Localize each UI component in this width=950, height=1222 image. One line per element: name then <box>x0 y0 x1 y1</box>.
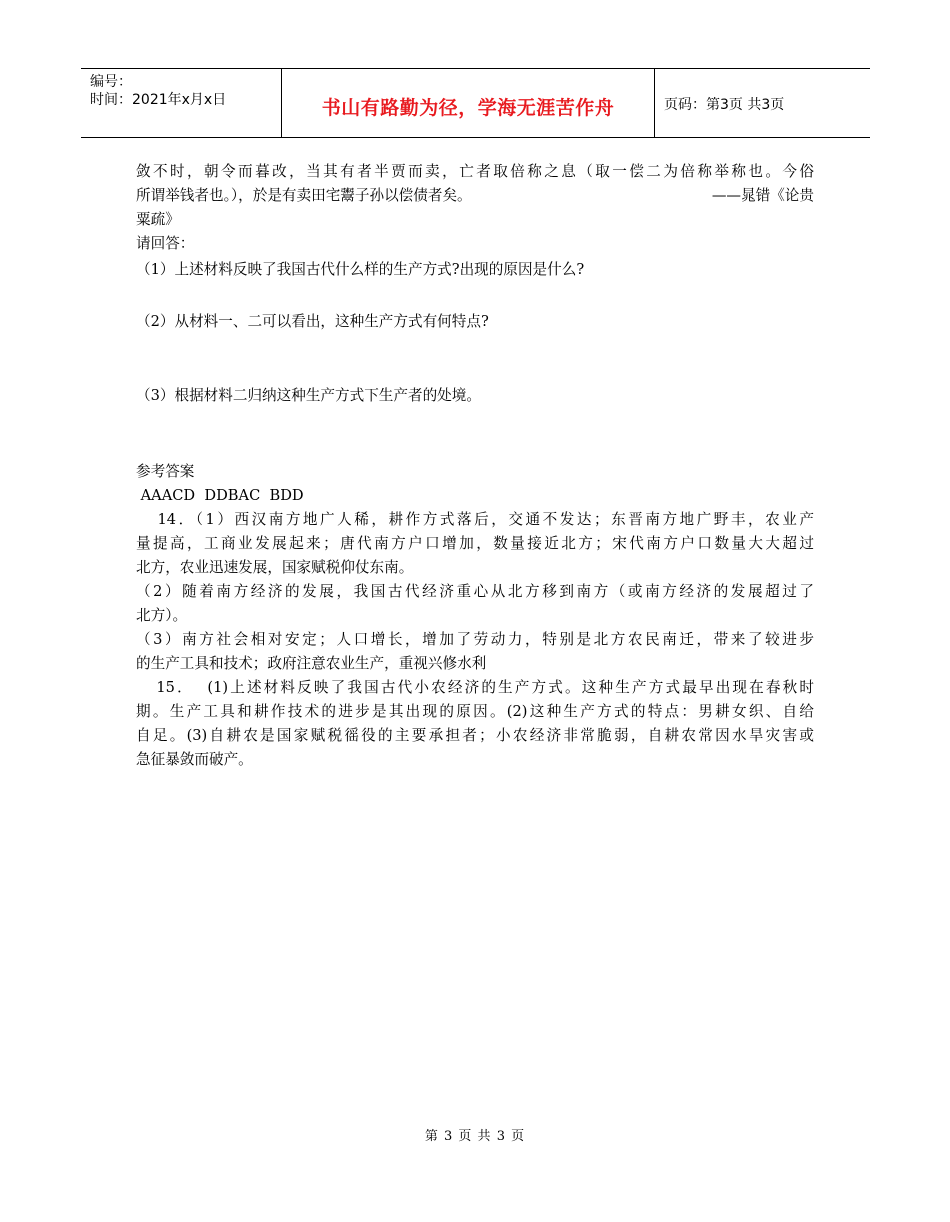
text-line: 敛不时，朝令而暮改，当其有者半贾而卖，亡者取倍称之息（取一偿二为倍称举称也。今俗 <box>136 163 814 180</box>
text-line: 的生产工具和技术；政府注意农业生产，重视兴修水利 <box>136 655 487 672</box>
text-line: 自足。(3)自耕农是国家赋税徭役的主要承担者；小农经济非常脆弱，自耕农常因水旱灾害或 <box>136 727 814 744</box>
text-line: 请回答： <box>136 235 195 252</box>
page-info: 页码：第3页 共3页 <box>664 97 785 113</box>
text-line: 北方）。 <box>136 607 188 624</box>
header-table <box>81 68 870 138</box>
question-2: （2）从材料一、二可以看出，这种生产方式有何特点? <box>136 313 489 330</box>
page-footer: 第 3 页 共 3 页 <box>424 1129 526 1144</box>
text-line: 北方，农业迅速发展，国家赋税仰仗东南。 <box>136 559 414 576</box>
question-3: （3）根据材料二归纳这种生产方式下生产者的处境。 <box>136 387 481 404</box>
text-line: 急征暴敛而破产。 <box>136 751 253 768</box>
text-line: （2）随着南方经济的发展，我国古代经济重心从北方移到南方（或南方经济的发展超过了 <box>136 583 814 600</box>
question-1: （1）上述材料反映了我国古代什么样的生产方式?出现的原因是什么? <box>136 261 585 278</box>
header-meta-cell <box>81 69 282 137</box>
motto: 书山有路勤为径，学海无涯苦作舟 <box>321 97 615 119</box>
number-label: 编号： <box>90 74 132 90</box>
header-motto-cell <box>282 69 655 137</box>
time-label: 时间：2021年x月x日 <box>90 92 227 108</box>
text-line: 期。生产工具和耕作技术的进步是其出现的原因。(2)这种生产方式的特点：男耕女织、自给 <box>136 703 814 720</box>
choice-answers: AAACD DDBAC BDD <box>136 487 304 504</box>
citation: ——晁错《论贵 <box>711 187 814 204</box>
header-page-cell <box>655 69 870 137</box>
text-line: 14．（1）西汉南方地广人稀，耕作方式落后，交通不发达；东晋南方地广野丰，农业产 <box>136 511 814 528</box>
answers-heading: 参考答案 <box>136 463 195 480</box>
text-line: 15． (1)上述材料反映了我国古代小农经济的生产方式。这种生产方式最早出现在春秋时 <box>136 679 814 696</box>
text-line: 量提高，工商业发展起来；唐代南方户口增加，数量接近北方；宋代南方户口数量大大超过 <box>136 535 814 552</box>
text-line: 粟疏》 <box>136 211 180 228</box>
text-line: （3）南方社会相对安定；人口增长，增加了劳动力，特别是北方农民南迁，带来了较进步 <box>136 631 814 648</box>
text-line: 所谓举钱者也。），於是有卖田宅鬻子孙以偿债者矣。 <box>136 187 472 204</box>
